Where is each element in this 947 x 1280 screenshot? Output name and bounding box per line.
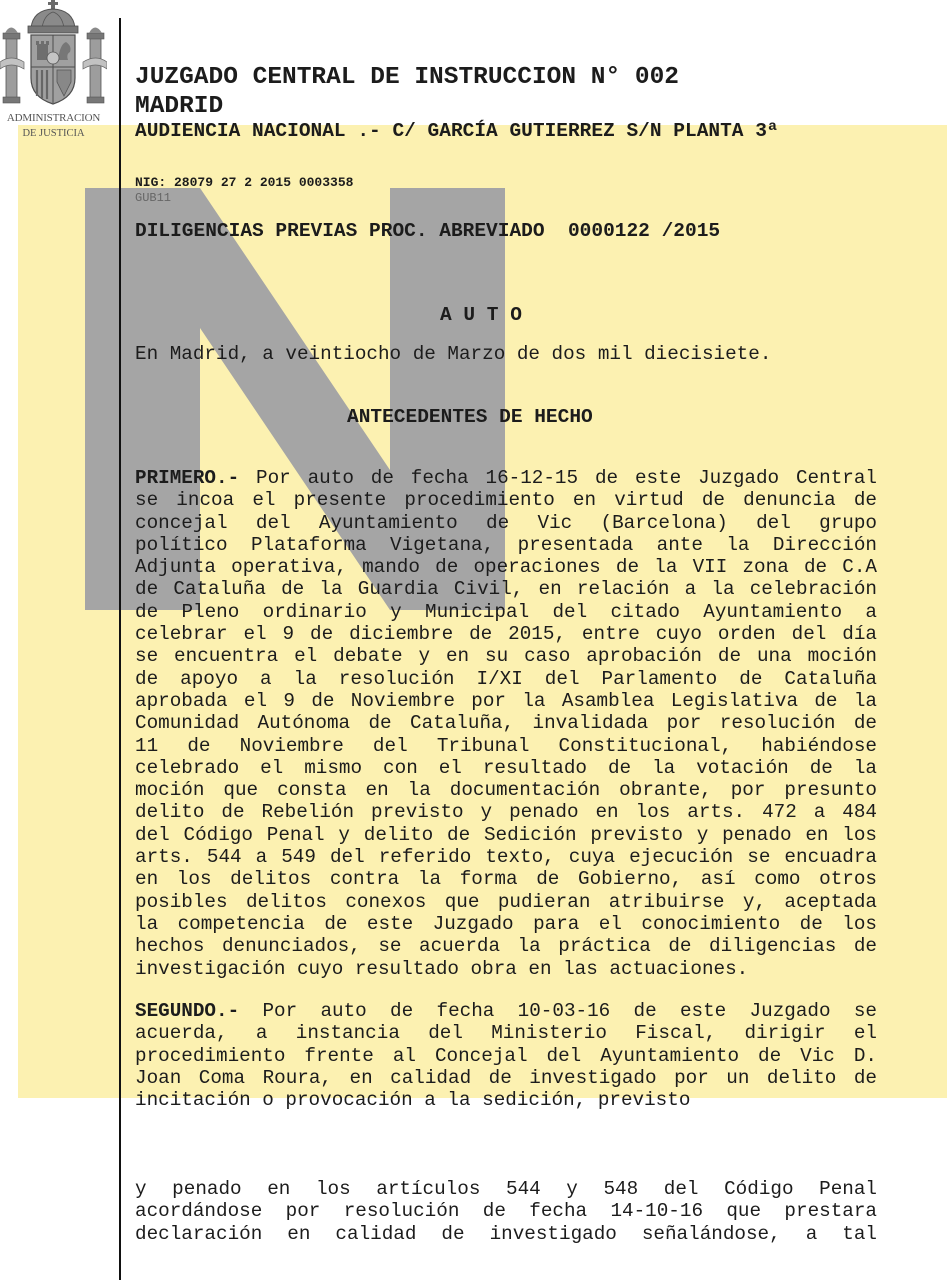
paragraph-line: acuerda, a instancia del Ministerio Fiscal, dirigir el [135,1022,877,1045]
paragraph-line: incitación o provocación a la sedición, previsto [135,1089,691,1112]
case-reference: DILIGENCIAS PREVIAS PROC. ABREVIADO 0000122 /2015 [135,220,721,242]
section-title: ANTECEDENTES DE HECHO [347,406,593,428]
paragraph-line: se encuentra el debate y en su caso aprobación de una moción [135,645,877,668]
paragraph-line: y penado en los artículos 544 y 548 del Código Penal [135,1178,877,1200]
coat-of-arms-icon [0,0,107,112]
paragraph-segundo [135,1000,877,1111]
nig-number: NIG: 28079 27 2 2015 0003358 [135,175,354,190]
court-address: AUDIENCIA NACIONAL .- C/ GARCÍA GUTIERREZ S/N PLANTA 3ª [135,120,779,142]
place-date: En Madrid, a veintiocho de Marzo de dos mil diecisiete. [135,343,772,365]
paragraph-continuation [135,1178,877,1245]
paragraph-line: 11 de Noviembre del Tribunal Constitucional, habiéndose [135,734,877,757]
paragraph-line: de apoyo a la resolución I/XI del Parlamento de Cataluña [135,667,877,690]
paragraph-line: aprobada el 9 de Noviembre por la Asamblea Legislativa de la [135,689,877,712]
paragraph-line: declaración en calidad de investigado señalándose, a tal [135,1222,877,1245]
paragraph-line: de Pleno ordinario y Municipal del citado Ayuntamiento a [135,600,877,623]
paragraph-label: SEGUNDO.- [135,1000,240,1022]
paragraph-line: posibles delitos conexos que pudieran atribuirse y, aceptada [135,890,877,913]
paragraph-label: PRIMERO.- [135,467,240,489]
justice-logo [0,0,107,140]
paragraph-line: del Código Penal y delito de Sedición previsto y penado en los [135,823,877,846]
paragraph-line: moción que consta en la documentación obrante, por presunto [135,779,877,802]
paragraph-line: concejal del Ayuntamiento de Vic (Barcelona) del grupo [135,511,877,534]
court-city: MADRID [135,93,224,120]
paragraph-text: Por auto de fecha 10-03-16 de este Juzgado se [262,1000,877,1022]
paragraph-line: hechos denunciados, se acuerda la práctica de diligencias de [135,935,877,958]
paragraph-line: investigación cuyo resultado obra en las actuaciones. [135,957,749,980]
paragraph-line: Joan Coma Roura, en calidad de investigado por un delito de [135,1066,877,1089]
internal-code: GUB11 [135,191,172,205]
logo-text-justicia: DE JUSTICIA [22,128,85,139]
paragraph-line: Adjunta operativa, mando de operaciones de la VII zona de C.A [135,556,877,579]
paragraph-line: Comunidad Autónoma de Cataluña, invalidada por resolución de [135,712,877,735]
paragraph-primero [135,467,877,980]
paragraph-line [135,1000,877,1022]
court-name: JUZGADO CENTRAL DE INSTRUCCION N° 002 [135,64,679,91]
margin-rule [119,18,121,1280]
paragraph-line: arts. 544 a 549 del referido texto, cuya ejecución se encuadra [135,846,877,869]
paragraph-line: procedimiento frente al Concejal del Ayuntamiento de Vic D. [135,1044,877,1067]
paragraph-line: político Plataforma Vigetana, presentada ante la Dirección [135,533,877,556]
logo-text-administracion: ADMINISTRACION [6,112,101,124]
paragraph-line: de Cataluña de la Guardia Civil, en relación a la celebración [135,578,877,601]
paragraph-line: celebrar el 9 de diciembre de 2015, entre cuyo orden del día [135,623,877,646]
paragraph-line: se incoa el presente procedimiento en virtud de denuncia de [135,489,877,512]
paragraph-line: acordándose por resolución de fecha 14-10-16 que prestara [135,1200,877,1223]
paragraph-line: la competencia de este Juzgado para el conocimiento de los [135,912,877,935]
paragraph-line: delito de Rebelión previsto y penado en los arts. 472 a 484 [135,801,877,824]
paragraph-line: celebrado el mismo con el resultado de la votación de la [135,756,877,779]
paragraph-text: Por auto de fecha 16-12-15 de este Juzgado Central [256,467,877,489]
document-title: A U T O [440,304,522,326]
paragraph-line: en los delitos contra la forma de Gobierno, así como otros [135,868,877,891]
paragraph-line [135,467,877,489]
